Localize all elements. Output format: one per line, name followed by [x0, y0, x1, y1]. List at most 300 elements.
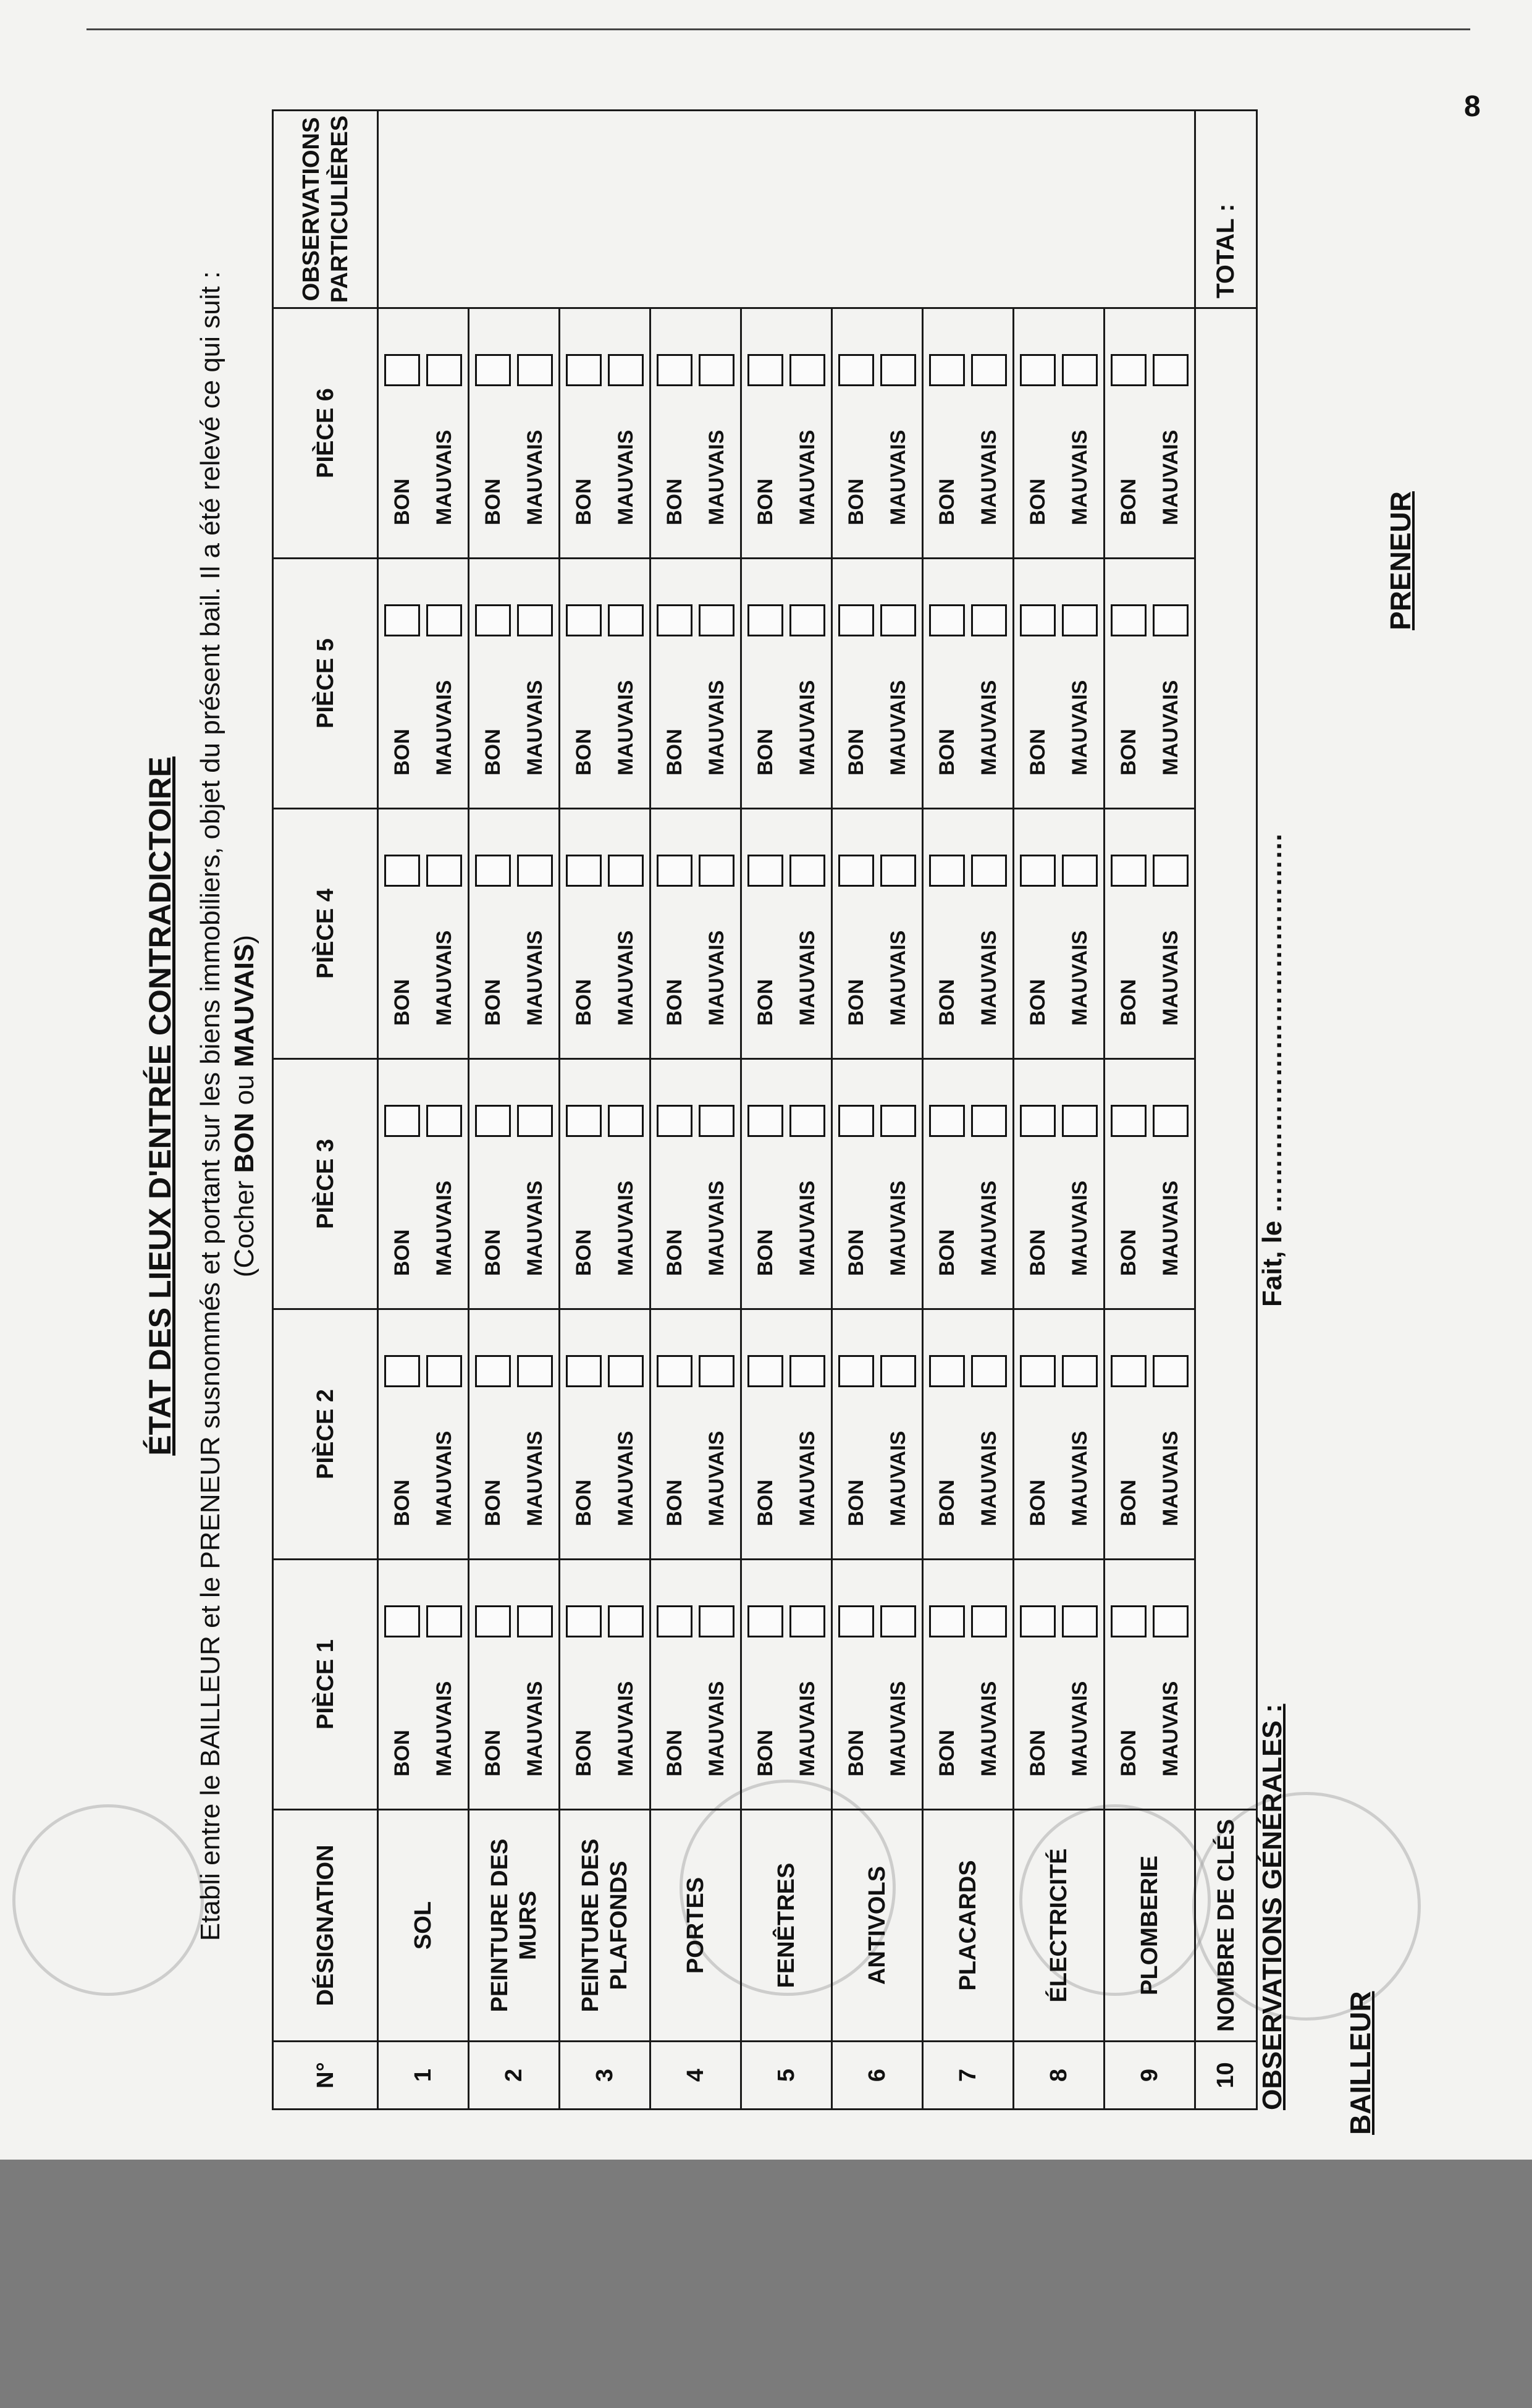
- table-row: [1014, 111, 1105, 2110]
- checkbox-bon[interactable]: [566, 604, 602, 636]
- option-mauvais-label: MAUVAIS: [432, 1180, 456, 1276]
- checkbox-mauvais[interactable]: [699, 604, 734, 636]
- checkbox-mauvais[interactable]: [789, 1105, 825, 1137]
- checkbox-mauvais[interactable]: [880, 354, 916, 386]
- checkbox-bon[interactable]: [384, 604, 420, 636]
- checkbox-bon[interactable]: [566, 354, 602, 386]
- piece-1-cell: [1014, 1560, 1105, 1810]
- option-bon-label: BON: [935, 1229, 959, 1276]
- piece-4-cell: [378, 809, 469, 1059]
- option-mauvais-label: MAUVAIS: [1158, 680, 1182, 775]
- option-mauvais-label: MAUVAIS: [523, 1430, 547, 1526]
- piece-6-cell: [741, 308, 832, 559]
- option-bon-label: BON: [662, 729, 686, 775]
- checkbox-bon[interactable]: [657, 354, 692, 386]
- checkbox-mauvais[interactable]: [699, 1105, 734, 1137]
- row-number: 2: [469, 2042, 560, 2110]
- checkbox-bon[interactable]: [384, 354, 420, 386]
- checkbox-bon[interactable]: [929, 1105, 965, 1137]
- checkbox-bon[interactable]: [1020, 1605, 1056, 1637]
- option-mauvais-label: MAUVAIS: [1158, 1180, 1182, 1276]
- checkbox-mauvais[interactable]: [517, 1605, 553, 1637]
- piece-1-cell: [741, 1560, 832, 1810]
- checkbox-bon[interactable]: [929, 354, 965, 386]
- piece-4-cell: [1105, 809, 1195, 1059]
- checkbox-bon[interactable]: [1020, 604, 1056, 636]
- checkbox-mauvais[interactable]: [1062, 604, 1098, 636]
- checkbox-bon[interactable]: [838, 604, 874, 636]
- checkbox-mauvais[interactable]: [699, 855, 734, 887]
- option-mauvais-label: MAUVAIS: [432, 429, 456, 525]
- option-bon-label: BON: [753, 478, 777, 525]
- option-mauvais-label: MAUVAIS: [523, 930, 547, 1026]
- piece-2-cell: [378, 1309, 469, 1560]
- checkbox-bon[interactable]: [838, 1605, 874, 1637]
- piece-2-cell: [469, 1309, 560, 1560]
- note-suffix: ): [229, 934, 259, 944]
- piece-2-cell: [650, 1309, 741, 1560]
- option-mauvais-label: MAUVAIS: [1067, 1430, 1092, 1526]
- checkbox-mauvais[interactable]: [971, 1355, 1007, 1387]
- checkbox-bon[interactable]: [1020, 1355, 1056, 1387]
- option-mauvais-label: MAUVAIS: [795, 930, 819, 1026]
- option-mauvais-label: MAUVAIS: [795, 429, 819, 525]
- checkbox-mauvais[interactable]: [608, 354, 644, 386]
- option-bon-label: BON: [1025, 729, 1050, 775]
- checkbox-bon[interactable]: [657, 1355, 692, 1387]
- option-bon-label: BON: [662, 979, 686, 1026]
- option-bon-label: BON: [481, 1730, 505, 1776]
- checkbox-mauvais[interactable]: [971, 1605, 1007, 1637]
- option-bon-label: BON: [1116, 979, 1140, 1026]
- piece-1-cell: [378, 1560, 469, 1810]
- table-row: [923, 111, 1014, 2110]
- piece-5-cell: [832, 559, 923, 809]
- checkbox-mauvais[interactable]: [699, 1355, 734, 1387]
- option-mauvais-label: MAUVAIS: [704, 680, 728, 775]
- checkbox-bon[interactable]: [657, 604, 692, 636]
- option-mauvais-label: MAUVAIS: [977, 1430, 1001, 1526]
- checkbox-mauvais[interactable]: [880, 604, 916, 636]
- keys-count-cell[interactable]: [1195, 308, 1257, 1810]
- option-mauvais-label: MAUVAIS: [977, 429, 1001, 525]
- header-observations: OBSERVATIONS PARTICULIÈRES: [273, 111, 378, 308]
- checkbox-mauvais[interactable]: [789, 604, 825, 636]
- checkbox-mauvais[interactable]: [1153, 1105, 1189, 1137]
- option-bon-label: BON: [390, 1479, 414, 1526]
- checkbox-mauvais[interactable]: [1062, 1105, 1098, 1137]
- checkbox-mauvais[interactable]: [426, 1605, 462, 1637]
- checkbox-mauvais[interactable]: [1153, 354, 1189, 386]
- piece-5-cell: [650, 559, 741, 809]
- piece-2-cell: [923, 1309, 1014, 1560]
- option-mauvais-label: MAUVAIS: [704, 1180, 728, 1276]
- piece-1-cell: [1105, 1560, 1195, 1810]
- option-bon-label: BON: [753, 1229, 777, 1276]
- row-number: 4: [650, 2042, 741, 2110]
- option-mauvais-label: MAUVAIS: [886, 429, 910, 525]
- bailleur-signature-label: BAILLEUR: [1344, 1991, 1376, 2135]
- option-bon-label: BON: [481, 729, 505, 775]
- checkbox-bon[interactable]: [747, 855, 783, 887]
- keys-label: NOMBRE DE CLÉS: [1195, 1810, 1257, 2042]
- option-mauvais-label: MAUVAIS: [613, 1681, 638, 1776]
- option-bon-label: BON: [571, 1479, 596, 1526]
- option-bon-label: BON: [753, 1730, 777, 1776]
- checkbox-mauvais[interactable]: [1062, 354, 1098, 386]
- piece-6-cell: [923, 308, 1014, 559]
- option-mauvais-label: MAUVAIS: [704, 1430, 728, 1526]
- piece-1-cell: [923, 1560, 1014, 1810]
- checkbox-bon[interactable]: [475, 1105, 511, 1137]
- option-bon-label: BON: [1025, 478, 1050, 525]
- checkbox-mauvais[interactable]: [426, 855, 462, 887]
- row-number: 7: [923, 2042, 1014, 2110]
- option-bon-label: BON: [1116, 478, 1140, 525]
- option-bon-label: BON: [662, 478, 686, 525]
- piece-1-cell: [832, 1560, 923, 1810]
- checkbox-bon[interactable]: [657, 1605, 692, 1637]
- checkbox-mauvais[interactable]: [426, 1355, 462, 1387]
- checkbox-bon[interactable]: [475, 354, 511, 386]
- checkbox-bon[interactable]: [384, 1355, 420, 1387]
- option-mauvais-label: MAUVAIS: [1067, 930, 1092, 1026]
- row-number: 6: [832, 2042, 923, 2110]
- row-designation: FENÊTRES: [741, 1810, 832, 2042]
- piece-4-cell: [1014, 809, 1105, 1059]
- header-piece-1: PIÈCE 1: [273, 1560, 378, 1810]
- option-bon-label: BON: [571, 1730, 596, 1776]
- header-designation: DÉSIGNATION: [273, 1810, 378, 2042]
- row-designation: SOL: [378, 1810, 469, 2042]
- table-row: [741, 111, 832, 2110]
- checkbox-bon[interactable]: [1020, 354, 1056, 386]
- checkbox-mauvais[interactable]: [608, 604, 644, 636]
- checkbox-bon[interactable]: [1111, 604, 1147, 636]
- checkbox-mauvais[interactable]: [971, 1105, 1007, 1137]
- checkbox-bon[interactable]: [747, 354, 783, 386]
- option-mauvais-label: MAUVAIS: [523, 680, 547, 775]
- option-bon-label: BON: [844, 478, 868, 525]
- option-mauvais-label: MAUVAIS: [795, 680, 819, 775]
- option-bon-label: BON: [1025, 1229, 1050, 1276]
- note-mid: ou: [229, 1067, 259, 1113]
- page-number: 8: [1464, 90, 1481, 123]
- option-bon-label: BON: [935, 1730, 959, 1776]
- checkbox-bon[interactable]: [1020, 855, 1056, 887]
- option-mauvais-label: MAUVAIS: [795, 1180, 819, 1276]
- table-row: [832, 111, 923, 2110]
- option-mauvais-label: MAUVAIS: [886, 1681, 910, 1776]
- checkbox-mauvais[interactable]: [517, 855, 553, 887]
- checkbox-mauvais[interactable]: [1062, 1605, 1098, 1637]
- checkbox-bon[interactable]: [475, 1605, 511, 1637]
- option-bon-label: BON: [390, 979, 414, 1026]
- option-bon-label: BON: [935, 1479, 959, 1526]
- checkbox-mauvais[interactable]: [699, 1605, 734, 1637]
- checkbox-mauvais[interactable]: [426, 1105, 462, 1137]
- checkbox-mauvais[interactable]: [789, 855, 825, 887]
- table-row: [469, 111, 560, 2110]
- checkbox-bon[interactable]: [747, 1355, 783, 1387]
- checkbox-mauvais[interactable]: [789, 1605, 825, 1637]
- option-bon-label: BON: [1116, 1479, 1140, 1526]
- checkbox-bon[interactable]: [475, 1355, 511, 1387]
- piece-6-cell: [650, 308, 741, 559]
- piece-3-cell: [1014, 1059, 1105, 1309]
- option-bon-label: BON: [844, 1479, 868, 1526]
- checkbox-mauvais[interactable]: [1062, 855, 1098, 887]
- option-mauvais-label: MAUVAIS: [432, 1430, 456, 1526]
- checkbox-mauvais[interactable]: [971, 604, 1007, 636]
- piece-6-cell: [378, 308, 469, 559]
- option-bon-label: BON: [935, 478, 959, 525]
- row-designation: PEINTURE DES MURS: [469, 1810, 560, 2042]
- option-mauvais-label: MAUVAIS: [795, 1430, 819, 1526]
- piece-5-cell: [560, 559, 650, 809]
- checkbox-bon[interactable]: [566, 1605, 602, 1637]
- checkbox-bon[interactable]: [1111, 1605, 1147, 1637]
- piece-2-cell: [1014, 1309, 1105, 1560]
- option-bon-label: BON: [390, 729, 414, 775]
- row-number: 9: [1105, 2042, 1195, 2110]
- option-mauvais-label: MAUVAIS: [1067, 680, 1092, 775]
- table-row: [1105, 111, 1195, 2110]
- checkbox-bon[interactable]: [566, 1355, 602, 1387]
- checkbox-mauvais[interactable]: [517, 1105, 553, 1137]
- piece-2-cell: [1105, 1309, 1195, 1560]
- row-designation: PLOMBERIE: [1105, 1810, 1195, 2042]
- piece-5-cell: [1105, 559, 1195, 809]
- option-mauvais-label: MAUVAIS: [977, 930, 1001, 1026]
- checkbox-bon[interactable]: [657, 1105, 692, 1137]
- checkbox-mauvais[interactable]: [608, 1355, 644, 1387]
- piece-3-cell: [923, 1059, 1014, 1309]
- option-bon-label: BON: [481, 979, 505, 1026]
- option-bon-label: BON: [481, 1229, 505, 1276]
- option-bon-label: BON: [571, 729, 596, 775]
- row-number: 5: [741, 2042, 832, 2110]
- checkbox-bon[interactable]: [657, 855, 692, 887]
- piece-4-cell: [741, 809, 832, 1059]
- checkbox-mauvais[interactable]: [880, 1605, 916, 1637]
- piece-4-cell: [469, 809, 560, 1059]
- checkbox-bon[interactable]: [1020, 1105, 1056, 1137]
- option-bon-label: BON: [390, 1730, 414, 1776]
- option-bon-label: BON: [1116, 1730, 1140, 1776]
- checkbox-bon[interactable]: [384, 1105, 420, 1137]
- checkbox-mauvais[interactable]: [517, 354, 553, 386]
- table-header-row: [273, 111, 378, 2110]
- total-cell[interactable]: TOTAL :: [1195, 111, 1257, 308]
- option-bon-label: BON: [662, 1229, 686, 1276]
- option-mauvais-label: MAUVAIS: [613, 1430, 638, 1526]
- piece-5-cell: [741, 559, 832, 809]
- option-mauvais-label: MAUVAIS: [795, 1681, 819, 1776]
- checkbox-bon[interactable]: [1111, 1105, 1147, 1137]
- inspection-table: [272, 109, 1257, 2110]
- scan-border: [0, 2160, 1532, 2408]
- option-mauvais-label: MAUVAIS: [1158, 930, 1182, 1026]
- option-bon-label: BON: [390, 1229, 414, 1276]
- header-piece-2: PIÈCE 2: [273, 1309, 378, 1560]
- option-bon-label: BON: [571, 478, 596, 525]
- piece-3-cell: [378, 1059, 469, 1309]
- checkbox-mauvais[interactable]: [517, 604, 553, 636]
- checkbox-bon[interactable]: [929, 855, 965, 887]
- option-bon-label: BON: [935, 729, 959, 775]
- note-prefix: (Cocher: [229, 1173, 259, 1278]
- option-mauvais-label: MAUVAIS: [613, 930, 638, 1026]
- piece-3-cell: [560, 1059, 650, 1309]
- option-mauvais-label: MAUVAIS: [704, 930, 728, 1026]
- header-piece-6: PIÈCE 6: [273, 308, 378, 559]
- preneur-signature-label: PRENEUR: [1384, 491, 1416, 630]
- checkbox-mauvais[interactable]: [1153, 604, 1189, 636]
- option-mauvais-label: MAUVAIS: [1067, 1681, 1092, 1776]
- row-designation: PLACARDS: [923, 1810, 1014, 2042]
- piece-4-cell: [560, 809, 650, 1059]
- checkbox-bon[interactable]: [1111, 855, 1147, 887]
- option-mauvais-label: MAUVAIS: [1067, 1180, 1092, 1276]
- checkbox-bon[interactable]: [929, 604, 965, 636]
- checkbox-bon[interactable]: [747, 1105, 783, 1137]
- option-mauvais-label: MAUVAIS: [886, 1430, 910, 1526]
- observations-cell[interactable]: [378, 111, 1195, 308]
- checkbox-bon[interactable]: [929, 1355, 965, 1387]
- option-bon-label: BON: [844, 979, 868, 1026]
- option-bon-label: BON: [844, 729, 868, 775]
- checkbox-bon[interactable]: [838, 1105, 874, 1137]
- option-mauvais-label: MAUVAIS: [886, 1180, 910, 1276]
- checkbox-bon[interactable]: [838, 855, 874, 887]
- piece-5-cell: [1014, 559, 1105, 809]
- checkbox-bon[interactable]: [384, 1605, 420, 1637]
- option-mauvais-label: MAUVAIS: [523, 429, 547, 525]
- checkbox-mauvais[interactable]: [971, 855, 1007, 887]
- option-mauvais-label: MAUVAIS: [1158, 429, 1182, 525]
- piece-1-cell: [650, 1560, 741, 1810]
- header-piece-5: PIÈCE 5: [273, 559, 378, 809]
- form-intro: Etabli entre le BAILLEUR et le PRENEUR susnommés et portant sur les biens immobiliers, objet du présent bail. Il a été relevé ce qui suit :: [195, 271, 225, 1941]
- option-mauvais-label: MAUVAIS: [523, 1180, 547, 1276]
- piece-5-cell: [378, 559, 469, 809]
- option-bon-label: BON: [753, 729, 777, 775]
- option-mauvais-label: MAUVAIS: [432, 1681, 456, 1776]
- option-bon-label: BON: [662, 1730, 686, 1776]
- checkbox-mauvais[interactable]: [880, 1105, 916, 1137]
- option-bon-label: BON: [844, 1730, 868, 1776]
- option-mauvais-label: MAUVAIS: [977, 1180, 1001, 1276]
- piece-4-cell: [650, 809, 741, 1059]
- checkbox-mauvais[interactable]: [608, 1605, 644, 1637]
- etat-des-lieux-form: [142, 102, 1316, 2110]
- checkbox-bon[interactable]: [475, 855, 511, 887]
- option-mauvais-label: MAUVAIS: [432, 680, 456, 775]
- piece-2-cell: [832, 1309, 923, 1560]
- option-mauvais-label: MAUVAIS: [886, 930, 910, 1026]
- checkbox-mauvais[interactable]: [608, 1105, 644, 1137]
- table-row: [378, 111, 469, 2110]
- row-designation: ÉLECTRICITÉ: [1014, 1810, 1105, 2042]
- row-designation: ANTIVOLS: [832, 1810, 923, 2042]
- checkbox-mauvais[interactable]: [1153, 1605, 1189, 1637]
- piece-6-cell: [1014, 308, 1105, 559]
- option-mauvais-label: MAUVAIS: [613, 429, 638, 525]
- checkbox-bon[interactable]: [566, 855, 602, 887]
- checkbox-mauvais[interactable]: [880, 1355, 916, 1387]
- header-piece-4: PIÈCE 4: [273, 809, 378, 1059]
- done-at-field[interactable]: Fait, le ……………………………………: [1257, 832, 1287, 1307]
- option-bon-label: BON: [571, 1229, 596, 1276]
- checkbox-bon[interactable]: [747, 604, 783, 636]
- piece-1-cell: [560, 1560, 650, 1810]
- checkbox-bon[interactable]: [384, 855, 420, 887]
- checkbox-bon[interactable]: [838, 354, 874, 386]
- piece-3-cell: [741, 1059, 832, 1309]
- checkbox-mauvais[interactable]: [517, 1355, 553, 1387]
- option-mauvais-label: MAUVAIS: [977, 680, 1001, 775]
- checkbox-mauvais[interactable]: [426, 354, 462, 386]
- header-num: N°: [273, 2042, 378, 2110]
- checkbox-mauvais[interactable]: [1062, 1355, 1098, 1387]
- checkbox-bon[interactable]: [1111, 1355, 1147, 1387]
- checkbox-mauvais[interactable]: [426, 604, 462, 636]
- checkbox-mauvais[interactable]: [1153, 855, 1189, 887]
- piece-1-cell: [469, 1560, 560, 1810]
- checkbox-mauvais[interactable]: [608, 855, 644, 887]
- option-bon-label: BON: [662, 1479, 686, 1526]
- checkbox-mauvais[interactable]: [971, 354, 1007, 386]
- piece-6-cell: [832, 308, 923, 559]
- option-bon-label: BON: [571, 979, 596, 1026]
- option-bon-label: BON: [753, 979, 777, 1026]
- option-bon-label: BON: [753, 1479, 777, 1526]
- option-bon-label: BON: [481, 1479, 505, 1526]
- piece-6-cell: [1105, 308, 1195, 559]
- checkbox-bon[interactable]: [1111, 354, 1147, 386]
- checkbox-mauvais[interactable]: [699, 354, 734, 386]
- checkbox-mauvais[interactable]: [789, 1355, 825, 1387]
- option-mauvais-label: MAUVAIS: [613, 680, 638, 775]
- row-designation: PORTES: [650, 1810, 741, 2042]
- row-number: 1: [378, 2042, 469, 2110]
- option-bon-label: BON: [1116, 1229, 1140, 1276]
- option-mauvais-label: MAUVAIS: [1158, 1430, 1182, 1526]
- piece-2-cell: [741, 1309, 832, 1560]
- option-mauvais-label: MAUVAIS: [1067, 429, 1092, 525]
- checkbox-bon[interactable]: [747, 1605, 783, 1637]
- keys-row: [1195, 111, 1257, 2110]
- general-observations-label: OBSERVATIONS GÉNÉRALES :: [1257, 1704, 1287, 2110]
- form-instruction: [229, 102, 261, 2110]
- checkbox-mauvais[interactable]: [880, 855, 916, 887]
- option-bon-label: BON: [481, 478, 505, 525]
- option-mauvais-label: MAUVAIS: [704, 1681, 728, 1776]
- piece-3-cell: [832, 1059, 923, 1309]
- checkbox-mauvais[interactable]: [1153, 1355, 1189, 1387]
- note-bon: BON: [229, 1112, 259, 1173]
- checkbox-bon[interactable]: [929, 1605, 965, 1637]
- checkbox-bon[interactable]: [838, 1355, 874, 1387]
- piece-5-cell: [923, 559, 1014, 809]
- checkbox-bon[interactable]: [475, 604, 511, 636]
- checkbox-bon[interactable]: [566, 1105, 602, 1137]
- table-row: [650, 111, 741, 2110]
- piece-4-cell: [832, 809, 923, 1059]
- checkbox-mauvais[interactable]: [789, 354, 825, 386]
- option-mauvais-label: MAUVAIS: [704, 429, 728, 525]
